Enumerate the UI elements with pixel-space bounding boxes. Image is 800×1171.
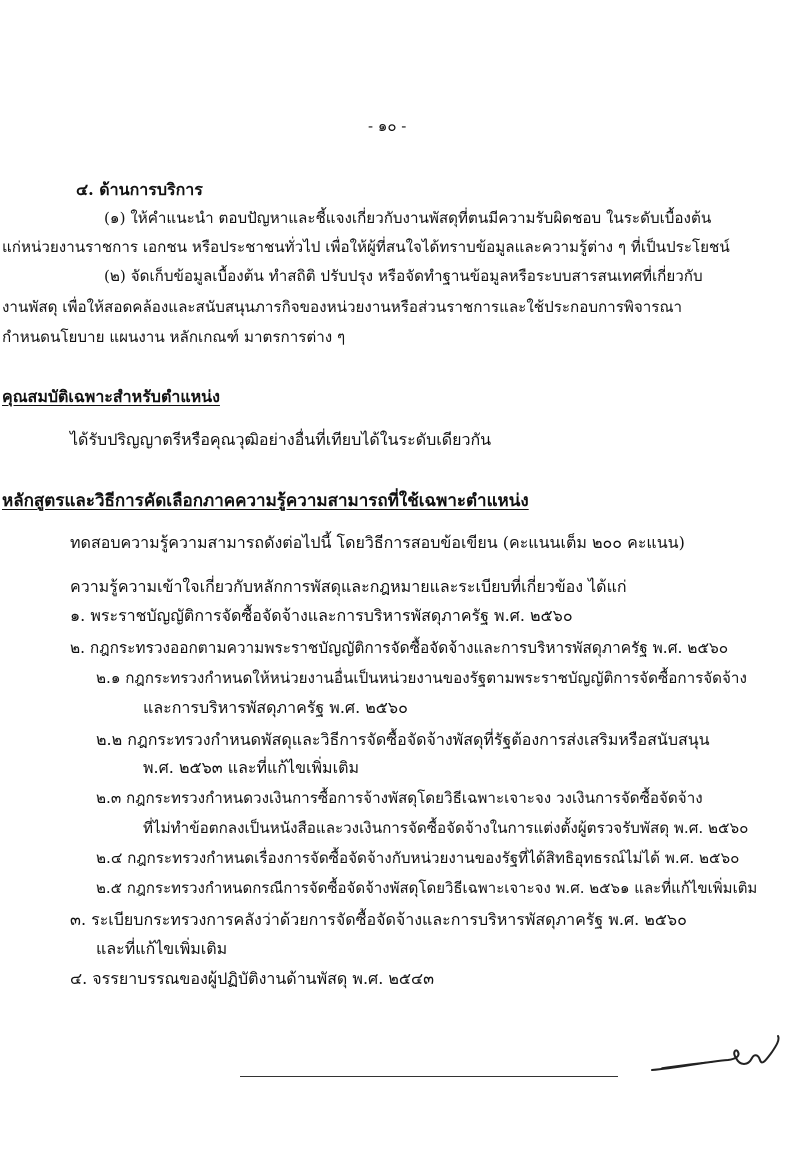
curriculum-test-line: ทดสอบความรู้ความสามารถดังต่อไปนี้ โดยวิธีการสอบข้อเขียน (คะแนนเต็ม ๒๐๐ คะแนน) [70, 533, 685, 552]
curriculum-item-2: ๒. กฎกระทรวงออกตามความพระราชบัญญัติการจัดซื้อจัดจ้างและการบริหารพัสดุภาครัฐ พ.ศ. ๒๕๖๐ [70, 639, 729, 657]
curriculum-item-2-5: ๒.๕ กฎกระทรวงกำหนดกรณีการจัดซื้อจัดจ้างพัสดุโดยวิธีเฉพาะเจาะจง พ.ศ. ๒๕๖๑ และที่แก้ไขเพิ่มเติม [96, 879, 758, 897]
signature-mark [648, 1030, 788, 1080]
page-number: - ๑๐ - [368, 117, 407, 135]
curriculum-item-3-line1: ๓. ระเบียบกระทรวงการคลังว่าด้วยการจัดซื้อจัดจ้างและการบริหารพัสดุภาครัฐ พ.ศ. ๒๕๖๐ [70, 910, 687, 929]
curriculum-knowledge-intro: ความรู้ความเข้าใจเกี่ยวกับหลักการพัสดุและกฎหมายและระเบียบที่เกี่ยวข้อง ได้แก่ [70, 577, 627, 596]
qualifications-heading: คุณสมบัติเฉพาะสำหรับตำแหน่ง [2, 387, 220, 406]
signature-line [240, 1076, 618, 1077]
curriculum-item-4: ๔. จรรยาบรรณของผู้ปฏิบัติงานด้านพัสดุ พ.ศ. ๒๕๔๓ [70, 969, 435, 988]
curriculum-item-1: ๑. พระราชบัญญัติการจัดซื้อจัดจ้างและการบริหารพัสดุภาครัฐ พ.ศ. ๒๕๖๐ [70, 606, 573, 625]
curriculum-item-2-2-line2: พ.ศ. ๒๕๖๓ และที่แก้ไขเพิ่มเติม [143, 758, 360, 777]
service-item1-line1: (๑) ให้คำแนะนำ ตอบปัญหาและชี้แจงเกี่ยวกับงานพัสดุที่ตนมีความรับผิดชอบ ในระดับเบื้องต้น [104, 209, 712, 227]
service-heading: ๔. ด้านการบริการ [76, 180, 203, 199]
service-item2-line3: กำหนดนโยบาย แผนงาน หลักเกณฑ์ มาตรการต่าง ๆ [2, 328, 346, 346]
curriculum-item-2-1-line2: และการบริหารพัสดุภาครัฐ พ.ศ. ๒๕๖๐ [143, 698, 408, 717]
curriculum-item-2-3-line1: ๒.๓ กฎกระทรวงกำหนดวงเงินการซื้อการจ้างพัสดุโดยวิธีเฉพาะเจาะจง วงเงินการจัดซื้อจัดจ้าง [96, 789, 703, 807]
service-item2-line1: (๒) จัดเก็บข้อมูลเบื้องต้น ทำสถิติ ปรับปรุง หรือจัดทำฐานข้อมูลหรือระบบสารสนเทศที่เกี่ยวกับ [104, 267, 703, 285]
curriculum-item-2-3-line2: ที่ไม่ทำข้อตกลงเป็นหนังสือและวงเงินการจัดซื้อจัดจ้างในการแต่งตั้งผู้ตรวจรับพัสดุ พ.ศ. ๒๕๖๐ [143, 819, 749, 837]
curriculum-heading: หลักสูตรและวิธีการคัดเลือกภาคความรู้ความสามารถที่ใช้เฉพาะตำแหน่ง [2, 491, 529, 511]
curriculum-item-3-line2: และที่แก้ไขเพิ่มเติม [96, 939, 228, 958]
curriculum-item-2-1-line1: ๒.๑ กฎกระทรวงกำหนดให้หน่วยงานอื่นเป็นหน่วยงานของรัฐตามพระราชบัญญัติการจัดซื้อการจัดจ้าง [96, 669, 747, 687]
qualifications-text: ได้รับปริญญาตรีหรือคุณวุฒิอย่างอื่นที่เทียบได้ในระดับเดียวกัน [70, 430, 492, 449]
service-item2-line2: งานพัสดุ เพื่อให้สอดคล้องและสนับสนุนภารกิจของหน่วยงานหรือส่วนราชการและใช้ประกอบการพิจารณา [2, 298, 683, 316]
service-item1-line2: แก่หน่วยงานราชการ เอกชน หรือประชาชนทั่วไป เพื่อให้ผู้ที่สนใจได้ทราบข้อมูลและความรู้ต่าง ๆ ที่เป็นประโยชน์ [2, 238, 730, 256]
curriculum-item-2-2-line1: ๒.๒ กฎกระทรวงกำหนดพัสดุและวิธีการจัดซื้อจัดจ้างพัสดุที่รัฐต้องการส่งเสริมหรือสนับสนุน [96, 730, 710, 749]
curriculum-item-2-4: ๒.๔ กฎกระทรวงกำหนดเรื่องการจัดซื้อจัดจ้างกับหน่วยงานของรัฐที่ได้สิทธิอุทธรณ์ไม่ได้ พ.ศ. ๒๕๖๐ [96, 849, 740, 867]
